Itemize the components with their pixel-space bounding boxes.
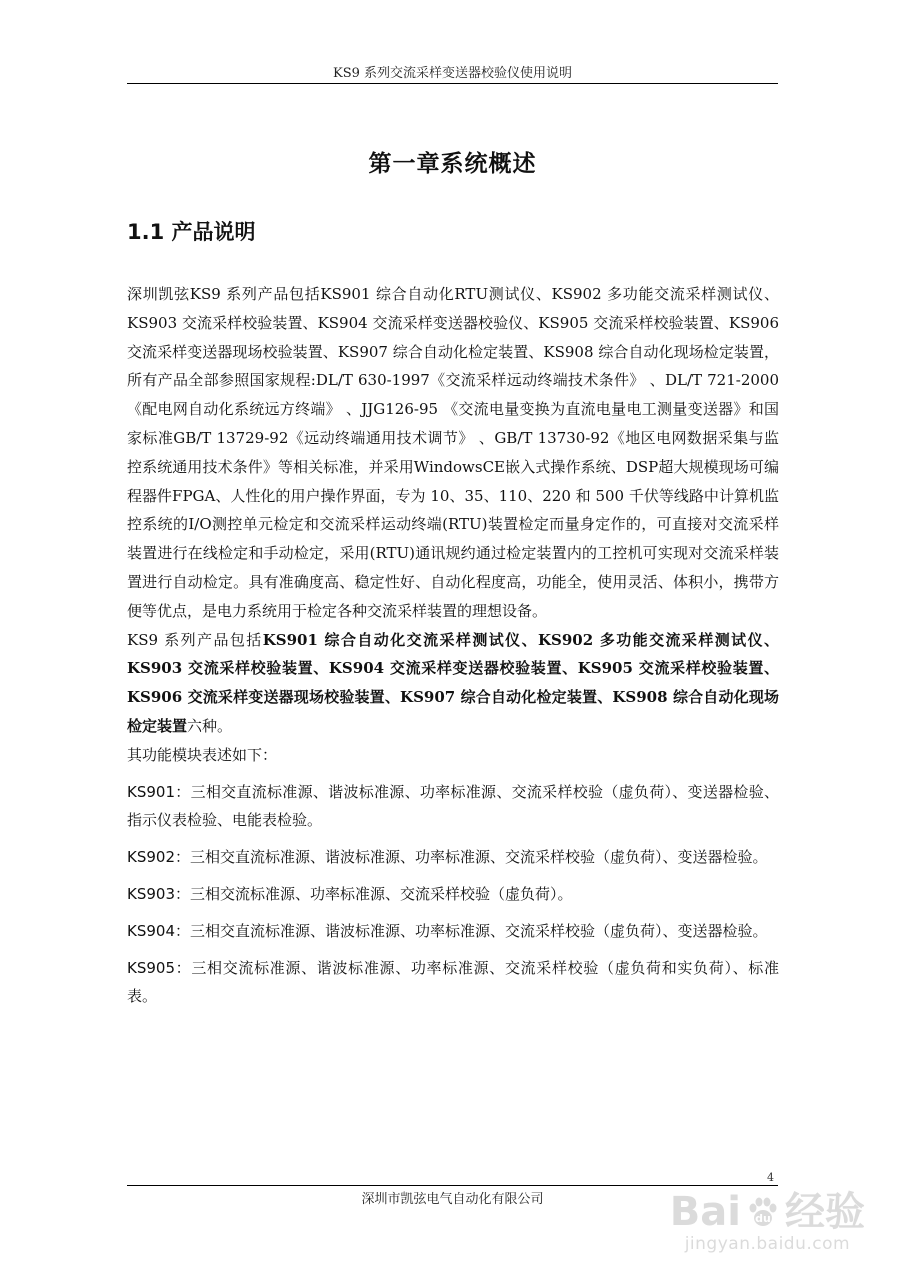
modules-intro: 其功能模块表述如下： — [127, 745, 278, 764]
summary-prefix: KS9 系列产品包括 — [127, 630, 263, 649]
model-item-ks901 — [127, 778, 779, 836]
svg-text:du: du — [755, 1212, 771, 1225]
model-desc: ：三相交流标准源、功率标准源、交流采样校验（虚负荷）。 — [175, 884, 573, 903]
page-header: KS9 系列交流采样变送器校验仪使用说明 — [332, 66, 573, 81]
watermark-brand-right: 经验 — [785, 1189, 865, 1235]
model-desc: ：三相交直流标准源、谐波标准源、功率标准源、交流采样校验（虚负荷）、变送器检验。 — [175, 848, 768, 867]
model-code: KS904 — [127, 921, 175, 940]
page-number: 4 — [767, 1171, 774, 1184]
model-code: KS902 — [127, 848, 175, 867]
page-footer: 深圳市凯弦电气自动化有限公司 — [361, 1192, 544, 1207]
summary-suffix: 六种。 — [187, 716, 233, 735]
model-desc: ：三相交直流标准源、谐波标准源、功率标准源、交流采样校验（虚负荷）、变送器检验、指示仪表检验、电能表检验。 — [127, 782, 779, 830]
watermark-logo — [670, 1190, 865, 1234]
model-item-ks904 — [127, 917, 779, 946]
watermark-brand-left: Bai — [669, 1189, 741, 1235]
paw-icon — [745, 1194, 781, 1230]
summary-paragraph — [127, 626, 779, 741]
chapter-title: 第一章系统概述 — [368, 151, 537, 177]
section-title: 1.1 产品说明 — [127, 220, 256, 244]
baidu-jingyan-watermark — [670, 1190, 865, 1254]
model-item-ks902 — [127, 843, 779, 872]
intro-paragraph: 深圳凯弦KS9 系列产品包括KS901 综合自动化RTU测试仪、KS902 多功能交流采样测试仪、KS903 交流采样校验装置、KS904 交流采样变送器校验仪、KS905 交流采样校验装置、KS906 交流采样变送器现场校验装置、KS907 综合自动化检定装置、KS908 综合自动化现场检定装置，所有产品全部参照国家规程:DL/T 630-1997《交流采样远动终端技术条件》 、DL/T 721-2000《配电网自动化系统远方终端》 、JJG126-95 《交流电量变换为直流电量电工测量变送器》和国家标准GB/T 13729-92《远动终端通用技术调节》 、GB/T 13730-92《地区电网数据采集与监控系统通用技术条件》等相关标准，并采用WindowsCE嵌入式操作系统、DSP超大规模现场可编程器件FPGA、人性化的用户操作界面，专为 10、35、110、220 和 500 千伏等线路中计算机监控系统的I/O测控单元检定和交流采样运动终端(RTU)装置检定而量身定作的，可直接对交流采样装置进行在线检定和手动检定，采用(RTU)通讯规约通过检定装置内的工控机可实现对交流采样装置进行自动检定。具有准确度高、稳定性好、自动化程度高，功能全，使用灵活、体积小，携带方便等优点，是电力系统用于检定各种交流采样装置的理想设备。 — [127, 285, 779, 620]
model-code: KS903 — [127, 884, 175, 903]
model-item-ks905 — [127, 954, 779, 1012]
model-item-ks903 — [127, 880, 779, 909]
summary-product-list: KS901 综合自动化交流采样测试仪、KS902 多功能交流采样测试仪、KS903 交流采样校验装置、KS904 交流采样变送器校验装置、KS905 交流采样校验装置、KS906 交流采样变送器现场校验装置、KS907 综合自动化检定装置、KS908 综合自动化现场检定装置 — [127, 630, 780, 735]
model-desc: ：三相交流标准源、谐波标准源、功率标准源、交流采样校验（虚负荷和实负荷）、标准表。 — [127, 958, 779, 1006]
body-text — [127, 280, 779, 1011]
watermark-url: jingyan.baidu.com — [684, 1234, 851, 1254]
model-code: KS901 — [127, 782, 175, 801]
header-rule — [127, 83, 778, 84]
footer-rule — [127, 1185, 778, 1186]
model-code: KS905 — [127, 958, 175, 977]
model-desc: ：三相交直流标准源、谐波标准源、功率标准源、交流采样校验（虚负荷）、变送器检验。 — [175, 921, 768, 940]
